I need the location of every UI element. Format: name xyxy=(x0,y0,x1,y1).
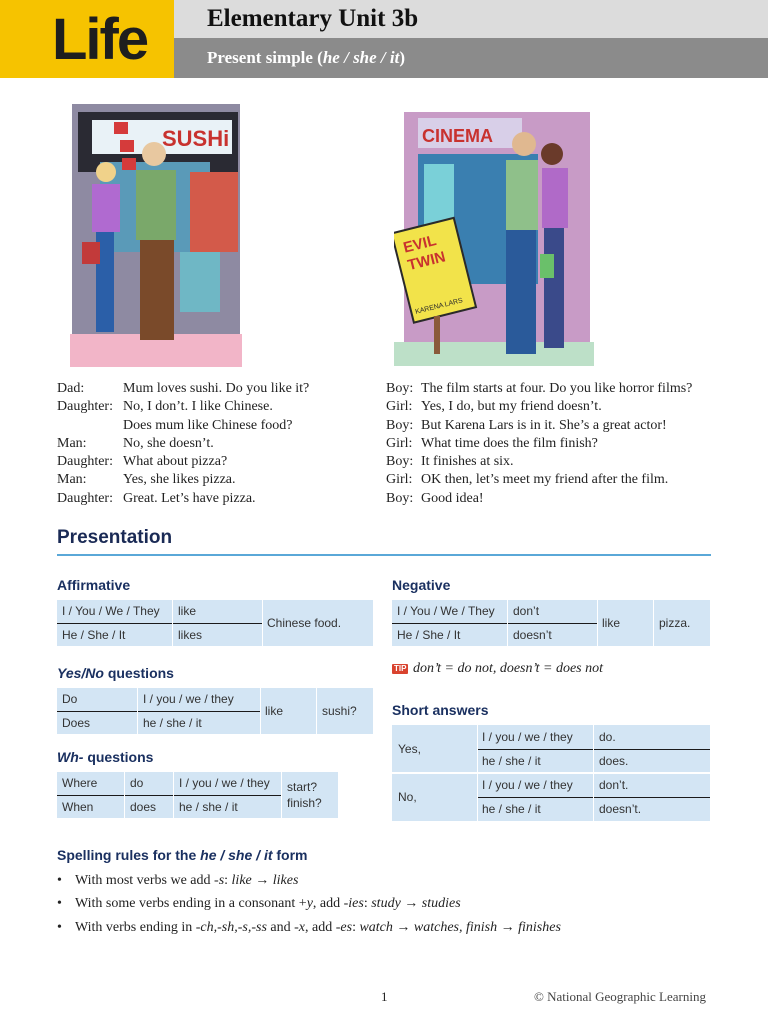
spelling-heading: Spelling rules for the he / she / it form xyxy=(57,847,308,863)
wh-table xyxy=(57,772,338,818)
poster-title-2: TWIN xyxy=(405,248,448,275)
dialogue-line: Man: Yes, she likes pizza. xyxy=(57,472,236,488)
table-cell: don’t xyxy=(513,604,540,618)
table-cell: Does xyxy=(62,716,91,730)
affirmative-table xyxy=(57,600,373,646)
table-cell: does. xyxy=(599,754,629,768)
dialogue-line: Dad: Mum loves sushi. Do you like it? xyxy=(57,381,310,396)
table-cell: doesn’t xyxy=(513,628,552,642)
table-cell: do xyxy=(130,776,144,790)
subtitle-bar xyxy=(174,38,768,78)
dialogue-line: Girl: Yes, I do, but my friend doesn’t. xyxy=(386,399,602,415)
sushi-bar-illustration xyxy=(70,102,242,367)
table-cell: I / you / we / they xyxy=(143,692,234,706)
short-answers-table xyxy=(392,725,710,821)
table-cell: he / she / it xyxy=(179,800,238,814)
dialogue-line: Does mum like Chinese food? xyxy=(123,417,293,433)
table-cell: Yes, xyxy=(398,742,421,756)
copyright: © National Geographic Learning xyxy=(534,989,706,1004)
table-cell: I / you / we / they xyxy=(482,778,573,792)
sushi-sign: SUSHi xyxy=(162,126,230,151)
yesno-heading: Yes/No questions xyxy=(57,665,174,681)
logo-text: Life xyxy=(52,7,148,72)
table-cell: sushi? xyxy=(322,704,357,718)
page-title: Elementary Unit 3b xyxy=(207,5,419,32)
table-cell: Chinese food. xyxy=(267,616,342,630)
table-cell: finish? xyxy=(287,796,322,810)
dialogue-line: Boy: But Karena Lars is in it. She’s a great actor! xyxy=(386,417,667,433)
table-cell: No, xyxy=(398,790,417,804)
dialogue-line: Daughter: What about pizza? xyxy=(57,454,228,470)
table-cell: he / she / it xyxy=(143,716,202,730)
heading-divider xyxy=(57,554,711,556)
table-cell: he / she / it xyxy=(482,802,541,816)
dialogue-line: Girl: OK then, let’s meet my friend after the film. xyxy=(386,472,669,488)
dialogue-left xyxy=(57,380,309,508)
table-cell: do. xyxy=(599,730,616,744)
page-number: 1 xyxy=(381,989,388,1004)
table-cell: I / you / we / they xyxy=(482,730,573,744)
table-cell: I / You / We / They xyxy=(397,604,495,618)
life-logo xyxy=(0,0,174,78)
spelling-rule: • With most verbs we add -s: like → likes xyxy=(57,873,299,888)
table-cell: likes xyxy=(178,628,203,642)
page-subtitle: Present simple (he / she / it) xyxy=(207,48,406,67)
poster-title-1: EVIL xyxy=(401,232,439,257)
spelling-rule: • With some verbs ending in a consonant +y, add -ies: study → studies xyxy=(57,896,461,911)
table-cell: he / she / it xyxy=(482,754,541,768)
spelling-rule: • With verbs ending in -ch,-sh,-s,-ss and -x, add -es: watch → watches, finish → finishes xyxy=(57,920,561,935)
dialogue-line: Man: No, she doesn’t. xyxy=(57,435,214,451)
table-cell: He / She / It xyxy=(397,628,461,642)
table-cell: I / You / We / They xyxy=(62,604,160,618)
table-cell: like xyxy=(178,604,197,618)
table-cell: He / She / It xyxy=(62,628,126,642)
title-bar xyxy=(174,0,768,38)
tip-text: don’t = do not, doesn’t = does not xyxy=(413,661,603,676)
table-cell: like xyxy=(602,616,621,630)
table-cell: pizza. xyxy=(659,616,691,630)
dialogue-line: Girl: What time does the film finish? xyxy=(386,435,598,451)
short-answers-heading: Short answers xyxy=(392,702,489,718)
table-cell: Do xyxy=(62,692,78,706)
negative-heading: Negative xyxy=(392,577,451,593)
dialogue-line: Daughter: Great. Let’s have pizza. xyxy=(57,490,256,506)
yesno-table xyxy=(57,688,373,734)
affirmative-heading: Affirmative xyxy=(57,577,131,593)
poster-name: KARENA LARS xyxy=(414,297,464,316)
tip-badge: TIP xyxy=(394,664,407,673)
wh-heading: Wh- questions xyxy=(57,749,154,765)
dialogue-right xyxy=(386,380,692,508)
dialogue-line: Boy: The film starts at four. Do you like horror films? xyxy=(386,381,693,396)
table-cell: When xyxy=(62,800,94,814)
table-cell: don’t. xyxy=(599,778,629,792)
negative-table xyxy=(392,600,710,646)
table-cell: does xyxy=(130,800,157,814)
table-cell: like xyxy=(265,704,284,718)
dialogue-line: Boy: Good idea! xyxy=(386,490,484,506)
table-cell: doesn’t. xyxy=(599,802,642,816)
cinema-illustration xyxy=(394,104,594,366)
cinema-sign: CINEMA xyxy=(422,126,493,146)
table-cell: I / you / we / they xyxy=(179,776,270,790)
dialogue-line: Boy: It finishes at six. xyxy=(386,454,514,470)
presentation-heading: Presentation xyxy=(57,527,173,548)
table-cell: start? xyxy=(287,780,318,794)
table-cell: Where xyxy=(62,776,98,790)
dialogue-line: Daughter: No, I don’t. I like Chinese. xyxy=(57,399,273,415)
